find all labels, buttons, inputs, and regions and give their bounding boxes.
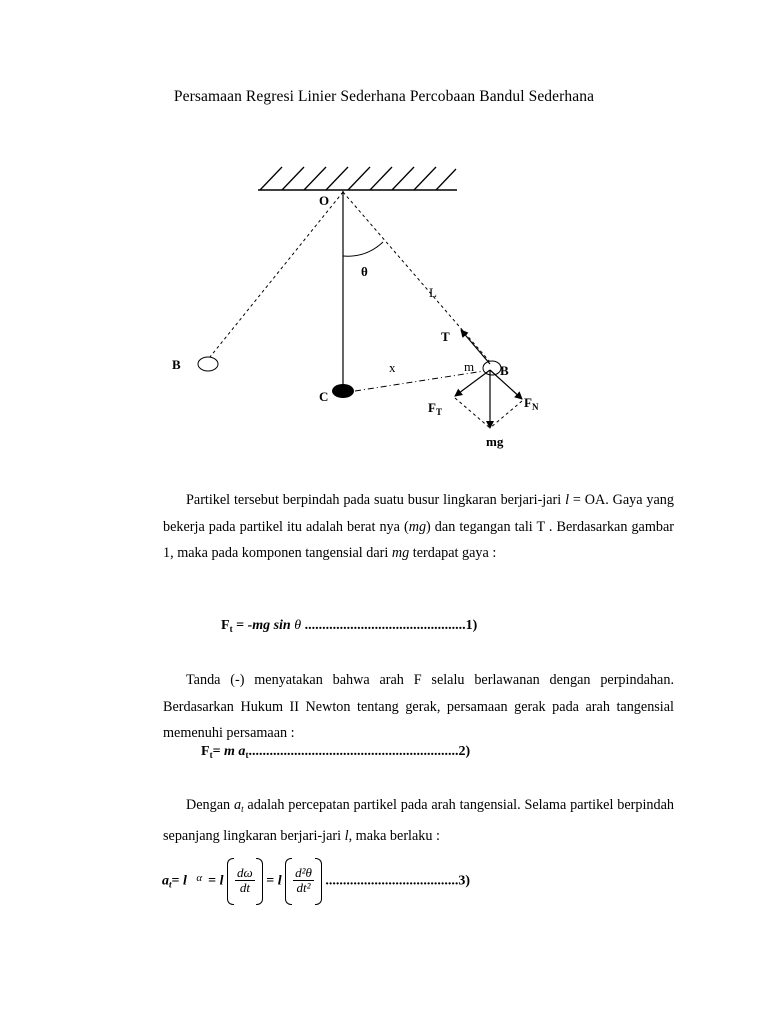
- label-b-left: B: [172, 357, 181, 372]
- bob-left: [198, 357, 218, 371]
- equation-3: $a_t= l$ $^\alpha$ = l $\frac{d\omega}{dt}$ = l $\frac{\text{d²θ}}{\text{dt²}}$ ......................................3): [162, 858, 470, 905]
- page-title: Persamaan Regresi Linier Sederhana Percobaan Bandul Sederhana: [173, 88, 595, 105]
- label-ft: $F_T$: [428, 400, 442, 417]
- fraction-d2theta-dt2: $\frac{\text{d²θ}}{\text{dt²}}$: [285, 858, 322, 905]
- x-line: [355, 371, 484, 391]
- bob-center: [332, 384, 354, 398]
- label-theta: θ: [361, 264, 368, 279]
- pendulum-diagram: [0, 0, 768, 470]
- label-c: C: [319, 389, 329, 404]
- label-m: m: [464, 359, 475, 374]
- ft-projection: [455, 398, 490, 428]
- equation-1: $F_t = -mg$ sin θ ..............................................1): [221, 618, 478, 634]
- label-mg: mg: [486, 434, 504, 449]
- paragraph-1: Partikel tersebut berpindah pada suatu busur lingkaran berjari-jari l = OA. Gaya yang bekerja pada partikel itu adalah berat nya (mg) dan tegangan tali T . Berdasarkan gambar 1, maka pada komponen tangensial dari mg terdapat gaya :: [163, 492, 675, 561]
- paragraph-2: Tanda (-) menyatakan bahwa arah F selalu berlawanan dengan perpindahan. Berdasarkan Hukum II Newton tentang gerak, persamaan gerak pada arah tangensial memenuhi persamaan :: [163, 672, 674, 741]
- label-t: T: [441, 329, 450, 344]
- equation-2: $F_t= m$ $a_t............................................................2$): [201, 744, 471, 760]
- label-fn: $F_N$: [524, 395, 539, 412]
- string-left: [210, 192, 343, 357]
- fraction-domega-dt: $\frac{d\omega}{dt}$: [227, 858, 263, 905]
- label-o: O: [319, 193, 330, 208]
- label-x: x: [389, 360, 396, 375]
- label-b-right: B: [500, 363, 509, 378]
- paragraph-3: Dengan $a_t$ adalah percepatan partikel pada arah tangensial. Selama partikel berpindah sepanjang lingkaran berjari-jari l, maka berlaku :: [163, 797, 674, 844]
- fn-projection: [490, 401, 522, 428]
- ceiling-hatch: [260, 167, 456, 190]
- label-l: L: [429, 285, 437, 300]
- theta-arc: [343, 242, 383, 256]
